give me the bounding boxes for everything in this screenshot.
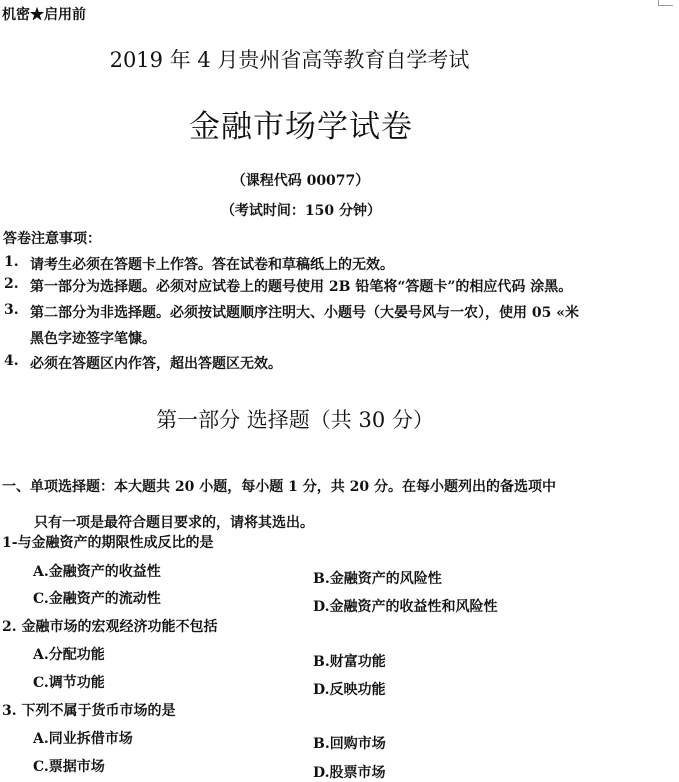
note-text-continued: 黑色字迹签字笔慷。 — [30, 331, 156, 347]
paper-title: 金融市场学试卷 — [189, 109, 413, 145]
option-b: B.金融资产的风险性 — [313, 571, 442, 587]
note-text: 请考生必须在答题卡上作答。答在试卷和草稿纸上的无效。 — [30, 257, 394, 273]
exam-time: （考试时间：150 分钟） — [220, 203, 382, 219]
question-stem: 3. 下列不属于货币市场的是 — [2, 703, 176, 719]
note-number: 1. — [4, 254, 19, 270]
section-heading-continued: 只有一项是最符合题目要求的，请将其选出。 — [34, 515, 314, 531]
option-b: B.财富功能 — [313, 654, 386, 670]
exam-title: 2019 年 4 月贵州省高等教育自学考试 — [109, 48, 470, 72]
note-text: 第二部分为非选择题。必须按试题顺序注明大、小题号（大晏号风与一农），使用 05 «米 — [30, 305, 579, 321]
section-heading: 一、单项选择题：本大题共 20 小题，每小题 1 分，共 20 分。在每小题列出的备选项中 — [2, 479, 556, 495]
option-d: D.金融资产的收益性和风险性 — [313, 599, 498, 615]
question-stem: 1-与金融资产的期限性成反比的是 — [2, 535, 214, 551]
option-c: C.金融资产的流动性 — [33, 591, 161, 607]
note-number: 3. — [4, 302, 19, 318]
note-text: 必须在答题区内作答，超出答题区无效。 — [30, 356, 282, 372]
option-b: B.回购市场 — [313, 736, 386, 752]
course-code: （课程代码 00077） — [231, 173, 370, 189]
part-one-title: 第一部分 选择题（共 30 分） — [156, 408, 434, 432]
note-number: 2. — [4, 276, 19, 292]
note-text: 第一部分为选择题。必须对应试卷上的题号使用 2B 铅笔将“答题卡”的相应代码 涂黑。 — [30, 279, 573, 295]
option-c: C.票据市场 — [33, 759, 105, 775]
page-corner-mark — [658, 0, 673, 6]
option-c: C.调节功能 — [33, 675, 105, 691]
note-number: 4. — [4, 353, 19, 369]
confidential-label: 机密★启用前 — [2, 7, 86, 23]
option-d: D.股票市场 — [313, 765, 386, 781]
option-a: A.同业拆借市场 — [33, 731, 133, 747]
option-a: A.分配功能 — [33, 647, 105, 663]
question-stem: 2. 金融市场的宏观经济功能不包括 — [2, 619, 218, 635]
notes-heading: 答卷注意事项： — [3, 231, 101, 247]
option-a: A.金融资产的收益性 — [33, 564, 161, 580]
option-d: D.反映功能 — [313, 682, 386, 698]
